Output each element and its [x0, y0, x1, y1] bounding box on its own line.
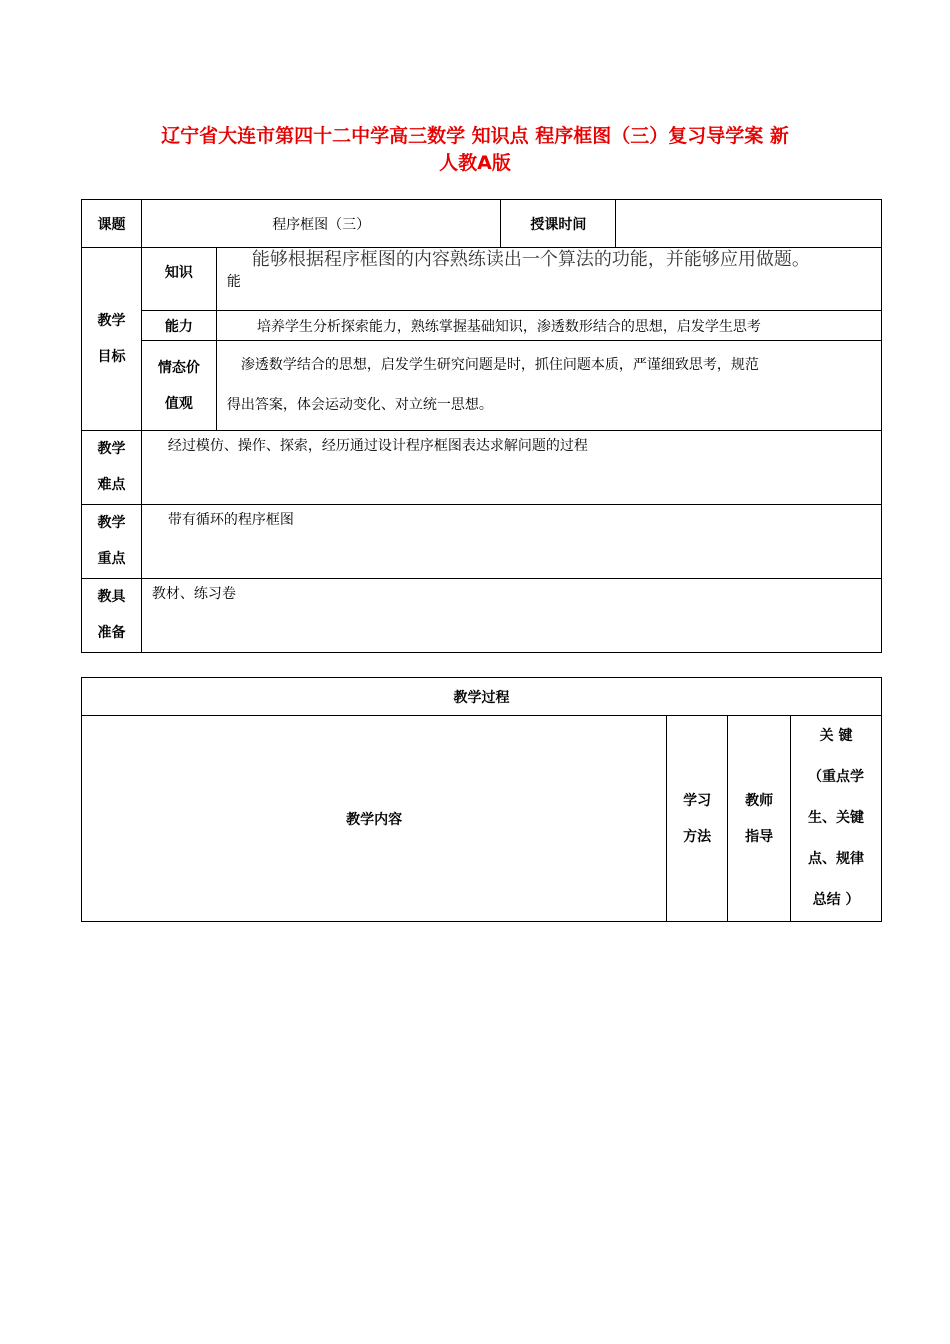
emotion-label: 情态价 值观 [141, 341, 216, 431]
ability-text: 培养学生分析探索能力，熟练掌握基础知识，渗透数形结合的思想，启发学生思考 [216, 311, 881, 341]
focus-row [82, 505, 882, 579]
difficulty-text: 经过模仿、操作、探索，经历通过设计程序框图表达求解问题的过程 [141, 431, 881, 505]
title-line-1: 辽宁省大连市第四十二中学高三数学 知识点 程序框图（三）复习导学案 新 [161, 125, 789, 147]
difficulty-label: 教学 难点 [82, 431, 142, 505]
knowledge-text: 能够根据程序框图的内容熟练读出一个算法的功能，并能够应用做题。 能 [216, 248, 881, 311]
objectives-label: 教学 目标 [82, 248, 142, 431]
emotion-row [82, 341, 882, 431]
process-heading-row [82, 678, 882, 716]
content-column-header: 教学内容 [82, 716, 667, 922]
title-line-2: 人教A版 [439, 152, 511, 174]
lesson-info-table [81, 199, 882, 653]
key-column-header: 关 键 （重点学 生、关键 点、规律 总结 ） [791, 716, 882, 922]
knowledge-row [82, 248, 882, 311]
tools-label: 教具 准备 [82, 579, 142, 653]
ability-row [82, 311, 882, 341]
focus-label: 教学 重点 [82, 505, 142, 579]
knowledge-label: 知识 [141, 248, 216, 311]
method-column-header: 学习 方法 [667, 716, 728, 922]
tools-text: 教材、练习卷 [141, 579, 881, 653]
time-label: 授课时间 [501, 200, 616, 248]
document-title [90, 123, 860, 177]
guide-column-header: 教师 指导 [728, 716, 791, 922]
subject-value: 程序框图（三） [141, 200, 501, 248]
header-row [82, 200, 882, 248]
ability-label: 能力 [141, 311, 216, 341]
focus-text: 带有循环的程序框图 [141, 505, 881, 579]
emotion-text: 渗透数学结合的思想，启发学生研究问题是时，抓住问题本质，严谨细致思考，规范 得出答案，体会运动变化、对立统一思想。 [216, 341, 881, 431]
process-heading: 教学过程 [82, 678, 882, 716]
difficulty-row [82, 431, 882, 505]
process-columns-row [82, 716, 882, 922]
teaching-process-table [81, 677, 882, 922]
tools-row [82, 579, 882, 653]
subject-label: 课题 [82, 200, 142, 248]
time-value [616, 200, 882, 248]
